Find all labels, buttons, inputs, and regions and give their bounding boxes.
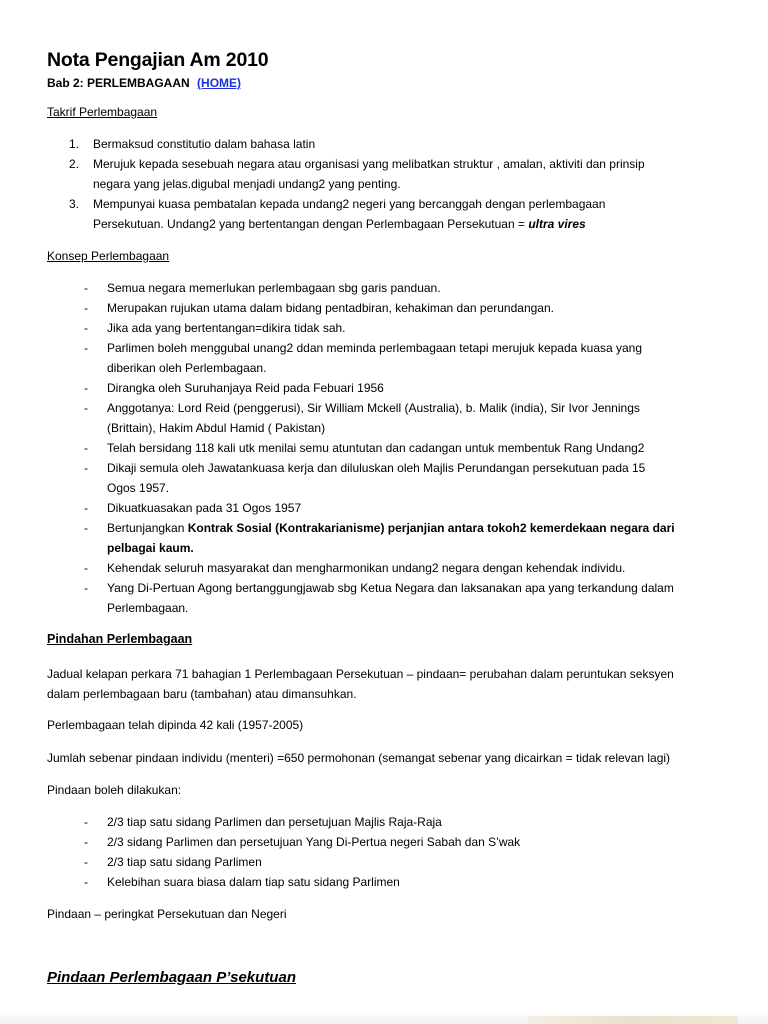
list-item: - Parlimen boleh menggubal unang2 ddan meminda perlembagaan tetapi merujuk kepada kuasa yang diberikan oleh Perlembagaan.	[47, 338, 727, 378]
list-item: - Yang Di-Pertuan Agong bertanggungjawab sbg Ketua Negara dan laksanakan apa yang terkandung dalam Perlembagaan.	[47, 578, 727, 618]
amendment-count: Perlembagaan telah dipinda 42 kali (1957-2005)	[47, 718, 304, 732]
chapter-label: Bab 2: PERLEMBAGAAN	[47, 76, 190, 90]
list-item: - Kelebihan suara biasa dalam tiap satu sidang Parlimen	[47, 872, 727, 892]
ultra-vires-term: ultra vires	[528, 217, 586, 231]
list-item: 2. Merujuk kepada sesebuah negara atau organisasi yang melibatkan struktur , amalan, aktiviti dan prinsip negara yang jelas.digubal menjadi undang2 yang penting.	[69, 157, 645, 191]
amendment-methods-intro: Pindaan boleh dilakukan:	[47, 783, 182, 797]
list-item: - Semua negara memerlukan perlembagaan sbg garis panduan.	[47, 278, 727, 298]
list-item: - Anggotanya: Lord Reid (penggerusi), Sir William Mckell (Australia), b. Malik (india), Sir Ivor Jennings (Brittain), Hakim Abdul Hamid ( Pakistan)	[47, 398, 727, 438]
list-item: - Dikaji semula oleh Jawatankuasa kerja dan diluluskan oleh Majlis Perundangan persekutuan pada 15 Ogos 1957.	[47, 458, 727, 498]
amendment-methods-list	[47, 812, 727, 892]
list-item: - Telah bersidang 118 kali utk menilai semu atuntutan dan cadangan untuk membentuk Rang Undang2	[47, 438, 727, 458]
list-item: - Bertunjangkan Kontrak Sosial (Kontrakarianisme) perjanjian antara tokoh2 kemerdekaan negara dari pelbagai kaum.	[47, 518, 727, 558]
list-item: - 2/3 tiap satu sidang Parlimen	[47, 852, 727, 872]
list-item: - Dirangka oleh Suruhanjaya Reid pada Febuari 1956	[47, 378, 727, 398]
takrif-heading: Takrif Perlembagaan	[47, 105, 158, 119]
list-item: - Dikuatkuasakan pada 31 Ogos 1957	[47, 498, 727, 518]
amendment-levels: Pindaan – peringkat Persekutuan dan Negeri	[47, 907, 287, 921]
home-link[interactable]: (HOME)	[197, 76, 242, 90]
chapter-line	[47, 75, 727, 91]
konsep-list	[47, 278, 727, 618]
konsep-heading: Konsep Perlembagaan	[47, 249, 170, 263]
list-item: 1. Bermaksud constitutio dalam bahasa latin	[69, 137, 316, 151]
list-item: 3. Mempunyai kuasa pembatalan kepada undang2 negeri yang bercanggah dengan perlembagaan Persekutuan. Undang2 yang bertentangan dengan Perlembagaan Persekutuan = ultra vires	[69, 197, 606, 231]
individual-amendments: Jumlah sebenar pindaan individu (menteri) =650 permohonan (semangat sebenar yang dicairkan = tidak relevan lagi)	[47, 751, 671, 765]
pindahan-heading: Pindahan Perlembagaan	[47, 632, 193, 646]
federal-amendment-heading: Pindaan Perlembagaan P’sekutuan	[47, 969, 296, 986]
list-item: - Merupakan rujukan utama dalam bidang pentadbiran, kehakiman dan perundangan.	[47, 298, 727, 318]
scan-artifact	[528, 1016, 738, 1024]
document-page	[47, 46, 727, 988]
pindahan-paragraph: Jadual kelapan perkara 71 bahagian 1 Perlembagaan Persekutuan – pindaan= perubahan dalam peruntukan seksyen dalam perlembagaan baru (tambahan) atau dimansuhkan.	[47, 667, 674, 701]
document-title: Nota Pengajian Am 2010	[47, 49, 269, 71]
list-item: - 2/3 tiap satu sidang Parlimen dan persetujuan Majlis Raja-Raja	[47, 812, 727, 832]
list-item: - Kehendak seluruh masyarakat dan mengharmonikan undang2 negara dengan kehendak individu.	[47, 558, 727, 578]
page-bottom-edge	[0, 1011, 768, 1024]
list-item: - Jika ada yang bertentangan=dikira tidak sah.	[47, 318, 727, 338]
takrif-list	[47, 134, 727, 234]
list-item: - 2/3 sidang Parlimen dan persetujuan Yang Di-Pertua negeri Sabah dan S’wak	[47, 832, 727, 852]
